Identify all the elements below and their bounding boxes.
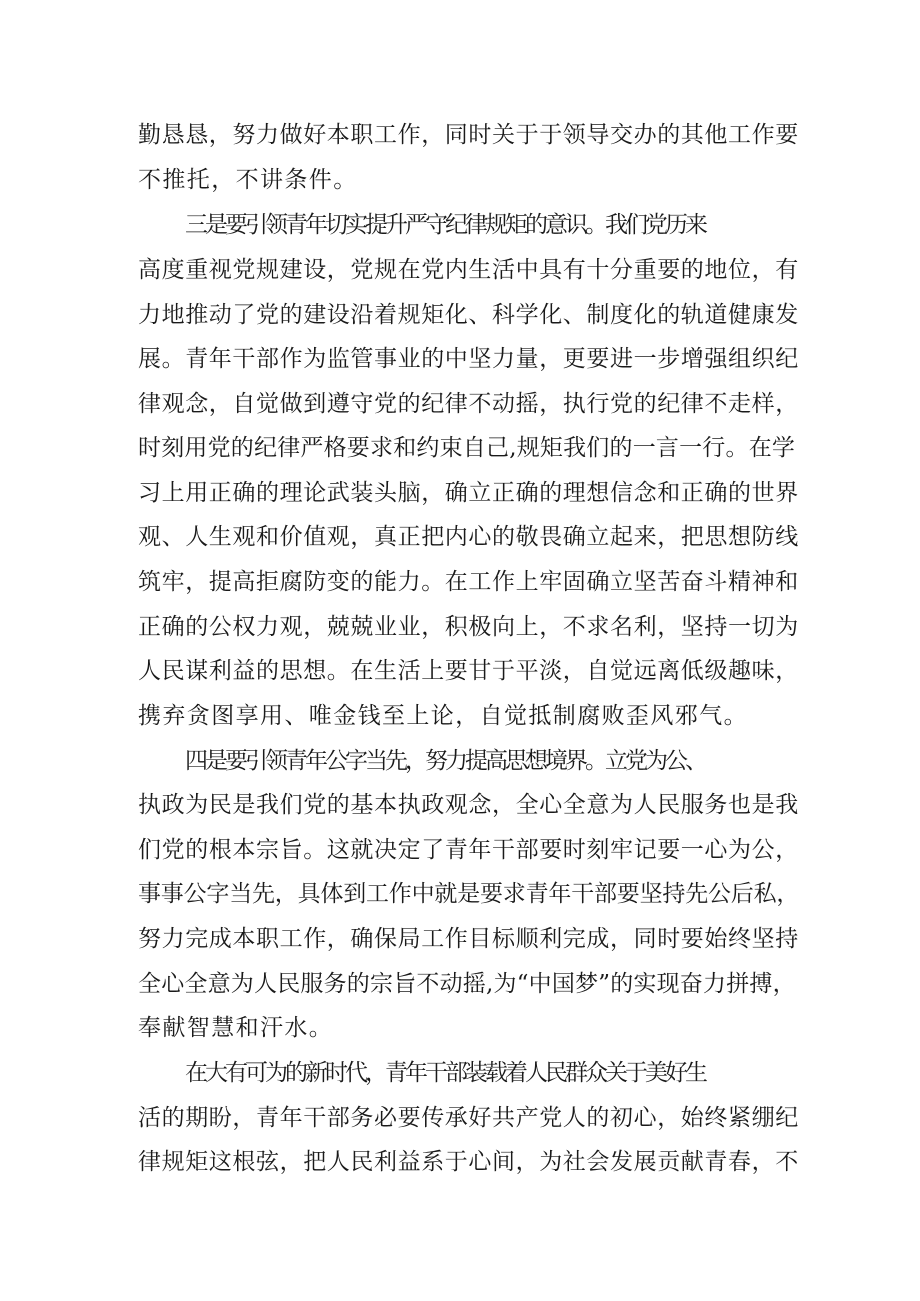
text-line: 奉献智慧和汗水。	[138, 1015, 334, 1041]
text-line: 高度重视党规建设，党规在党内生活中具有十分重要的地位，有	[138, 257, 799, 283]
text-line: 活的期盼，青年干部务必要传承好共产党人的初心，始终紧绷纪	[138, 1105, 799, 1131]
text-line: 律观念，自觉做到遵守党的纪律不动摇，执行党的纪律不走样，	[138, 391, 799, 417]
text-line: 携弃贪图享用、唯金钱至上论，自觉抵制腐败歪风邪气。	[138, 703, 748, 729]
text-line: 全心全意为人民服务的宗旨不动摇,为“中国梦”的实现奋力拼搏，	[138, 971, 796, 997]
text-line: 律规矩这根弦，把人民利益系于心间，为社会发展贡献青春，不	[138, 1149, 799, 1175]
text-line: 勤恳恳，努力做好本职工作，同时关于于领导交办的其他工作要	[138, 122, 799, 148]
text-line: 人民谋利益的思想。在生活上要甘于平淡，自觉远离低级趣味，	[138, 658, 799, 684]
text-line: 时刻用党的纪律严格要求和约束自己,规矩我们的一言一行。在学	[138, 435, 796, 461]
text-line: 们党的根本宗旨。这就决定了青年干部要时刻牢记要一心为公，	[138, 837, 799, 863]
text-line: 事事公字当先，具体到工作中就是要求青年干部要坚持先公后私，	[138, 881, 800, 907]
text-line: 努力完成本职工作，确保局工作目标顺利完成，同时要始终坚持	[138, 926, 799, 952]
paragraph-start-line: 在大有可为的新时代，青年干部装载着人民群众关于美好生	[185, 1060, 705, 1086]
text-line: 观、人生观和价值观，真正把内心的敬畏确立起来，把思想防线	[138, 524, 799, 550]
text-line: 习上用正确的理论武装头脑，确立正确的理想信念和正确的世界	[138, 480, 799, 506]
paragraph-start-line: 三是要引领青年切实提升严守纪律规矩的意识。我们党历来	[185, 212, 705, 238]
text-line: 力地推动了党的建设沿着规矩化、科学化、制度化的轨道健康发	[138, 302, 799, 328]
text-line: 不推托，不讲条件。	[138, 167, 358, 193]
text-line: 筑牢，提高拒腐防变的能力。在工作上牢固确立坚苦奋斗精神和	[138, 569, 799, 595]
text-line: 展。青年干部作为监管事业的中坚力量，更要进一步增强组织纪	[138, 346, 799, 372]
text-line: 执政为民是我们党的基本执政观念，全心全意为人民服务也是我	[138, 792, 799, 818]
text-line: 正确的公权力观，兢兢业业，积极向上，不求名利，坚持一切为	[138, 614, 799, 640]
paragraph-start-line: 四是要引领青年公字当先，努力提高思想境界。立党为公、	[185, 748, 705, 774]
